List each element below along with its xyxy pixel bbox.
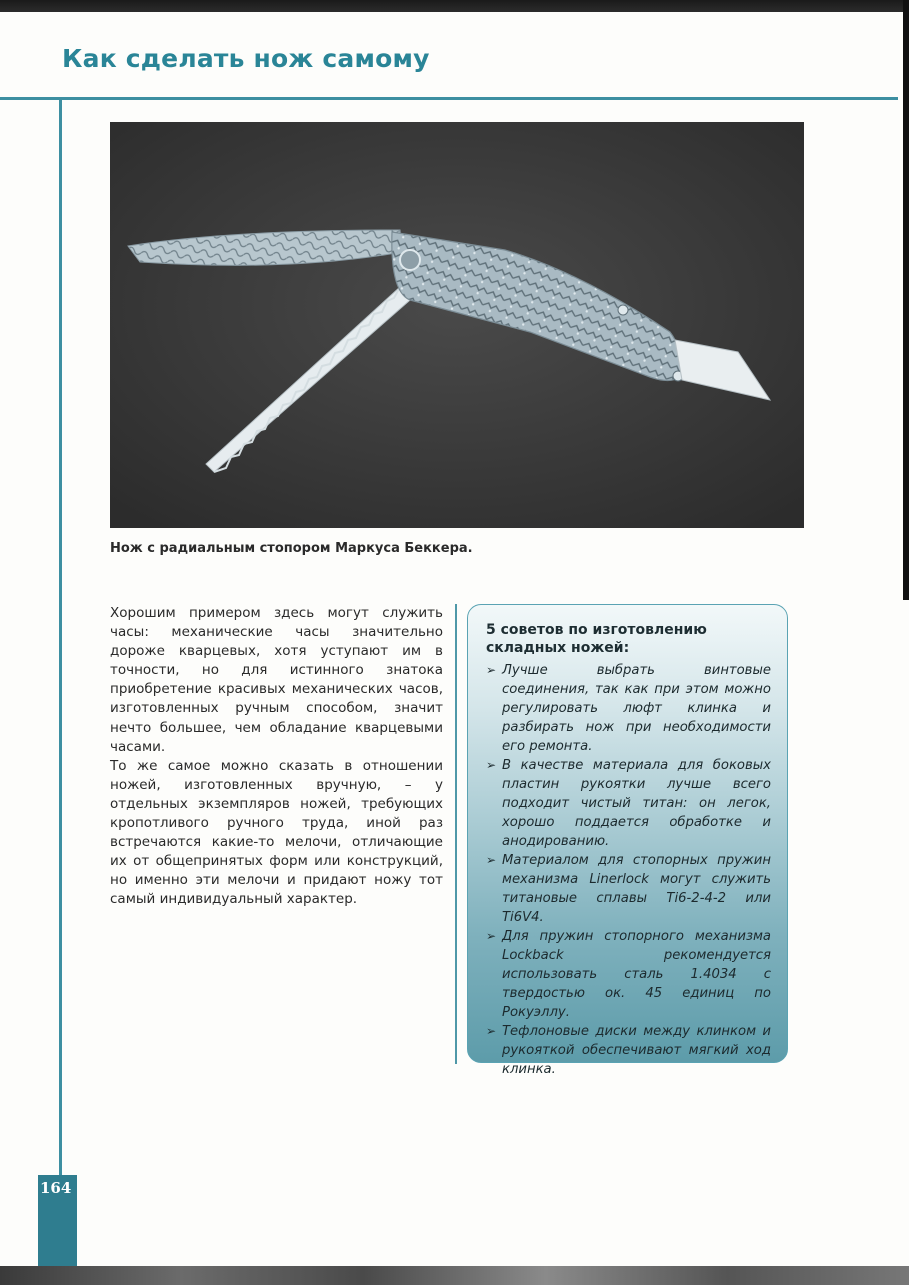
tip-item <box>486 661 771 756</box>
column-divider <box>455 604 457 1064</box>
page-title: Как сделать нож самому <box>62 44 430 73</box>
tip-item <box>486 1022 771 1079</box>
handle-pin-1 <box>618 305 628 315</box>
tip-text: В качестве материала для боковых пластин рукоятки лучше всего подходит чистый титан: он легок, хорошо поддается обработке и анодированию. <box>502 758 771 849</box>
paragraph: То же самое можно сказать в отношении ножей, изготовленных вручную, – у отдельных экземпляров ножей, требующих кропотливого ручного труда, иной раз встречаются какие-то мелочи, отличающие их от общепринятых форм или конструкций, но именно эти мелочи и придают ножу тот самый индивидуальный характер. <box>110 757 443 908</box>
tips-list <box>486 661 771 1079</box>
arrow-bullet-icon: ➢ <box>486 853 497 867</box>
tip-text: Тефлоновые диски между клинком и рукояткой обеспечивают мягкий ход клинка. <box>502 1024 771 1077</box>
header-rule <box>0 97 898 100</box>
page-number: 164 <box>40 1179 72 1197</box>
tips-title: 5 советов по изготовлению складных ножей: <box>486 622 707 656</box>
scan-right-edge <box>903 0 909 600</box>
scan-bottom-edge <box>0 1266 909 1285</box>
tip-text: Лучше выбрать винтовые соединения, так как при этом можно регулировать люфт клинка и разбирать нож при необходимости его ремонта. <box>502 663 771 754</box>
tip-text: Для пружин стопорного механизма Lockback рекомендуется использовать сталь 1.4034 с твердостью ок. 45 единиц по Рокуэллу. <box>502 929 771 1020</box>
arrow-bullet-icon: ➢ <box>486 663 497 677</box>
figure-caption: Нож с радиальным стопором Маркуса Беккера. <box>110 541 473 556</box>
pivot-screw <box>400 250 420 270</box>
tip-item <box>486 756 771 851</box>
arrow-bullet-icon: ➢ <box>486 758 497 772</box>
tip-item <box>486 927 771 1022</box>
paragraph: Хорошим примером здесь могут служить часы: механические часы значительно дороже кварцевых, хотя уступают им в точности, но для истинного знатока приобретение красивых механических часов, изготовленных ручным способом, значит нечто большее, чем обладание кварцевыми часами. <box>110 605 443 755</box>
knife-photo <box>110 122 804 528</box>
arrow-bullet-icon: ➢ <box>486 929 497 943</box>
scan-top-edge <box>0 0 909 12</box>
arrow-bullet-icon: ➢ <box>486 1024 497 1038</box>
tip-item <box>486 851 771 927</box>
tips-box <box>467 604 788 1077</box>
tip-text: Материалом для стопорных пружин механизма Linerlock могут служить титановые сплавы Ti6-2-4-2 или Ti6V4. <box>502 853 771 925</box>
body-text <box>110 604 443 910</box>
margin-rule <box>59 97 62 1177</box>
